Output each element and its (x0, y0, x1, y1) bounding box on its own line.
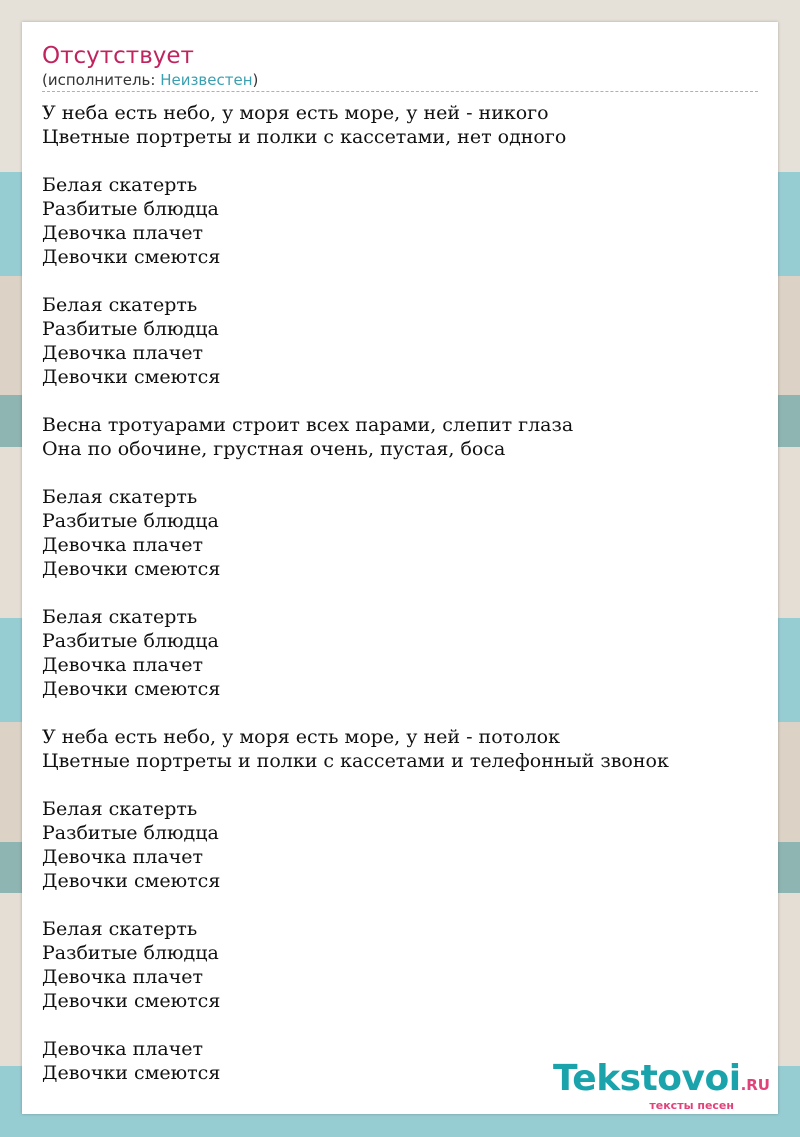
lyric-line: Белая скатерть (42, 486, 198, 508)
header-divider (42, 91, 758, 92)
lyric-line: У неба есть небо, у моря есть море, у ней - никого (42, 102, 549, 124)
lyric-line: Девочка плачет (42, 534, 204, 556)
lyric-line: Девочка плачет (42, 1038, 204, 1060)
lyric-line: Белая скатерть (42, 294, 198, 316)
lyric-line: Белая скатерть (42, 606, 198, 628)
artist-suffix: ) (252, 71, 259, 89)
lyric-line: Девочки смеются (42, 246, 221, 268)
lyric-line: Девочки смеются (42, 990, 221, 1012)
artist-line (42, 71, 258, 89)
lyric-line: Разбитые блюдца (42, 198, 219, 220)
lyric-line: Цветные портреты и полки с кассетами, нет одного (42, 126, 567, 148)
lyrics-text (42, 101, 762, 1109)
lyrics-card (22, 22, 778, 1114)
lyric-line: Белая скатерть (42, 918, 198, 940)
lyrics-stanza (42, 101, 762, 149)
lyric-line: Девочки смеются (42, 1062, 221, 1084)
lyric-line: Цветные портреты и полки с кассетами и телефонный звонок (42, 750, 669, 772)
lyric-line: Разбитые блюдца (42, 510, 219, 532)
lyric-line: Белая скатерть (42, 174, 198, 196)
lyrics-stanza (42, 293, 762, 389)
lyrics-stanza (42, 605, 762, 701)
logo-name: Tekstovoi (553, 1058, 741, 1099)
lyric-line: Разбитые блюдца (42, 822, 219, 844)
site-logo[interactable] (553, 1060, 770, 1112)
lyric-line: Весна тротуарами строит всех парами, слепит глаза (42, 414, 574, 436)
lyrics-stanza (42, 725, 762, 773)
lyric-line: Девочка плачет (42, 654, 204, 676)
lyrics-stanza (42, 485, 762, 581)
lyrics-stanza (42, 413, 762, 461)
lyrics-stanza (42, 797, 762, 893)
lyric-line: Девочка плачет (42, 846, 204, 868)
lyric-line: Девочки смеются (42, 678, 221, 700)
lyric-line: Девочка плачет (42, 342, 204, 364)
lyric-line: Разбитые блюдца (42, 630, 219, 652)
song-title: Отсутствует (42, 43, 194, 69)
artist-prefix: (исполнитель: (42, 71, 161, 89)
lyric-line: Она по обочине, грустная очень, пустая, боса (42, 438, 506, 460)
logo-tagline: тексты песен (649, 1099, 734, 1112)
lyric-line: Девочка плачет (42, 966, 204, 988)
logo-tld: .RU (740, 1076, 770, 1094)
lyric-line: Девочка плачет (42, 222, 204, 244)
lyric-line: Девочки смеются (42, 558, 221, 580)
lyrics-stanza (42, 173, 762, 269)
lyric-line: Разбитые блюдца (42, 318, 219, 340)
lyrics-stanza (42, 917, 762, 1013)
lyric-line: Белая скатерть (42, 798, 198, 820)
artist-link[interactable]: Неизвестен (160, 71, 253, 89)
lyric-line: У неба есть небо, у моря есть море, у ней - потолок (42, 726, 560, 748)
lyric-line: Девочки смеются (42, 870, 221, 892)
lyric-line: Девочки смеются (42, 366, 221, 388)
lyric-line: Разбитые блюдца (42, 942, 219, 964)
